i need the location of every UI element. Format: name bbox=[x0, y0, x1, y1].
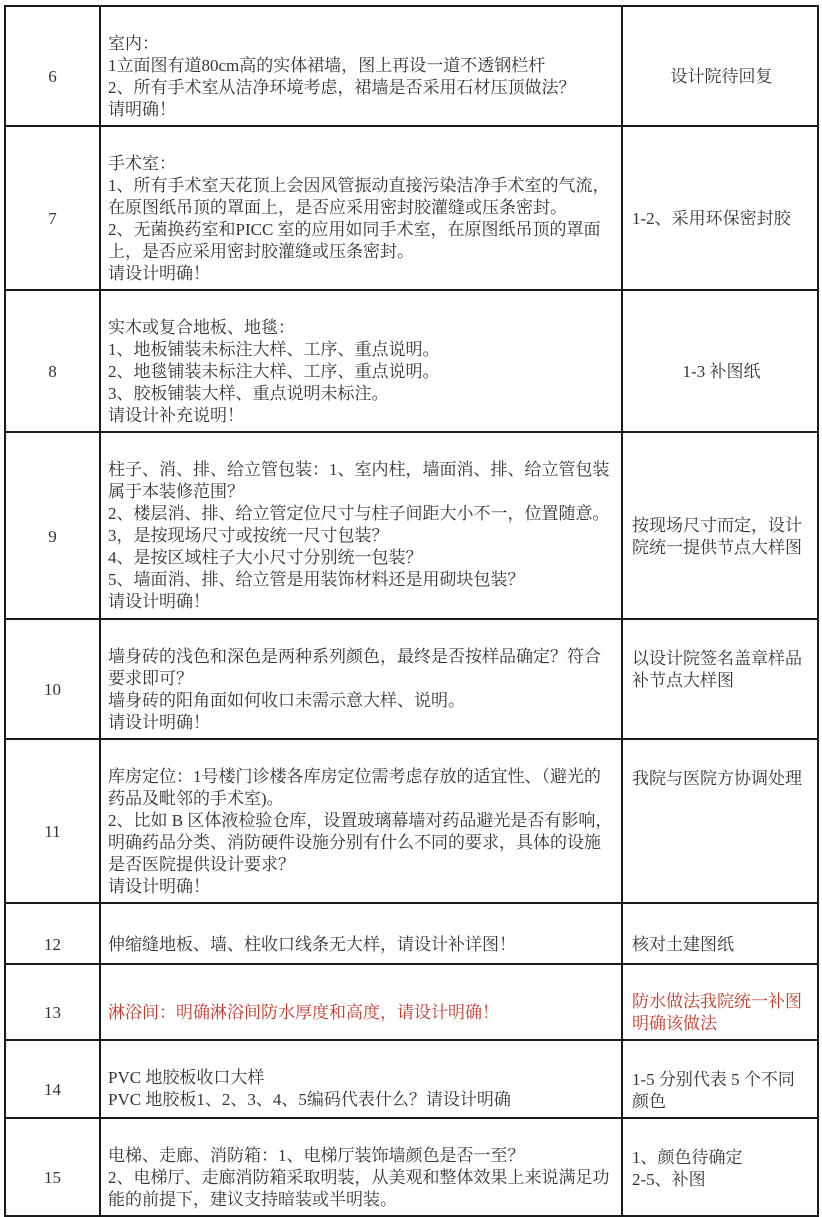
row-number-cell bbox=[5, 126, 100, 290]
answer-text: 1-2、采用环保密封胶 bbox=[632, 209, 791, 228]
table-row bbox=[5, 1118, 818, 1216]
table-row bbox=[5, 739, 818, 903]
table-row bbox=[5, 432, 818, 619]
question-cell bbox=[100, 432, 622, 619]
answer-cell bbox=[622, 126, 818, 290]
answer-text: 我院与医院方协调处理 bbox=[632, 769, 802, 788]
question-text: 电梯、走廊、消防箱：1、电梯厅装饰墙颜色是否一至？ 2、电梯厅、走廊消防箱采取明装，从美观和整体效果上来说满足功能的前提下，建议支持暗装或半明装。 bbox=[108, 1146, 610, 1209]
answer-text: 防水做法我院统一补图明确该做法 bbox=[632, 992, 802, 1033]
table-row bbox=[5, 290, 818, 432]
table-row bbox=[5, 1040, 818, 1118]
row-number-cell bbox=[5, 432, 100, 619]
question-text: 柱子、消、排、给立管包装：1、室内柱，墙面消、排、给立管包装属于本装修范围？ 2、楼层消、排、给立管定位尺寸与柱子间距大小不一，位置随意。 3，是按现场尺寸或按统一尺寸包装？ 4、是按区域柱子大小尺寸分别统一包装？ 5、墙面消、排、给立管是用装饰材料还是用砌块包装？ 请设计明确！ bbox=[108, 460, 610, 611]
question-text: 室内： 1立面图有道80cm高的实体裙墙，图上再设一道不透钢栏杆 2、所有手术室从洁净环境考虑，裙墙是否采用石材压顶做法？ 请明确！ bbox=[108, 34, 576, 119]
row-number: 8 bbox=[48, 362, 57, 381]
question-text: PVC 地胶板收口大样 PVC 地胶板1、2、3、4、5编码代表什么？请设计明确 bbox=[108, 1068, 511, 1109]
row-number-cell bbox=[5, 619, 100, 739]
row-number: 7 bbox=[48, 209, 57, 228]
answer-text: 按现场尺寸而定，设计院统一提供节点大样图 bbox=[632, 515, 802, 557]
row-number: 14 bbox=[44, 1080, 61, 1099]
answer-text: 1、颜色待确定 2-5、补图 bbox=[632, 1148, 743, 1189]
answer-cell bbox=[622, 290, 818, 432]
answer-cell bbox=[622, 1040, 818, 1118]
row-number: 12 bbox=[44, 934, 61, 954]
question-text: 墙身砖的浅色和深色是两种系列颜色，最终是否按样品确定？符合要求即可？ 墙身砖的阳角面如何收口未需示意大样、说明。 请设计明确！ bbox=[108, 647, 601, 732]
question-cell bbox=[100, 6, 622, 126]
answer-cell bbox=[622, 432, 818, 619]
row-number: 6 bbox=[48, 67, 57, 86]
table-row bbox=[5, 903, 818, 964]
question-cell bbox=[100, 1118, 622, 1216]
answer-cell bbox=[622, 1118, 818, 1216]
question-text: 库房定位：1号楼门诊楼各库房定位需考虑存放的适宜性、（避光的药品及毗邻的手术室)。 2、比如 B 区体液检验仓库，设置玻璃幕墙对药品避光是否有影响，明确药品分类、消防硬件设施分别有什么不同的要求，具体的设施是否医院提供设计要求？ 请设计明确！ bbox=[108, 767, 613, 896]
row-number: 13 bbox=[44, 1003, 61, 1022]
table-row bbox=[5, 619, 818, 739]
row-number-cell bbox=[5, 1040, 100, 1118]
question-text: 伸缩缝地板、墙、柱收口线条无大样，请设计补详图！ bbox=[108, 934, 516, 954]
question-cell bbox=[100, 903, 622, 964]
question-text: 实木或复合地板、地毯： 1、地板铺装未标注大样、工序、重点说明。 2、地毯铺装未标注大样、工序、重点说明。 3、胶板铺装大样、重点说明未标注。 请设计补充说明！ bbox=[108, 318, 440, 425]
row-number: 9 bbox=[48, 526, 57, 546]
question-cell bbox=[100, 964, 622, 1040]
question-cell bbox=[100, 739, 622, 903]
row-number-cell bbox=[5, 739, 100, 903]
answer-text: 1-5 分别代表 5 个不同颜色 bbox=[632, 1070, 795, 1111]
question-cell bbox=[100, 1040, 622, 1118]
qa-table bbox=[4, 5, 819, 1217]
answer-text: 1-3 补图纸 bbox=[682, 362, 761, 381]
answer-cell bbox=[622, 6, 818, 126]
table-row bbox=[5, 6, 818, 126]
answer-text: 设计院待回复 bbox=[670, 67, 773, 86]
row-number: 11 bbox=[44, 822, 61, 841]
question-text: 手术室： 1、所有手术室天花顶上会因风管振动直接污染洁净手术室的气流，在原图纸吊顶的罩面上，是否应采用密封胶灌缝或压条密封。 2、无菌换药室和PICC 室的应用如同手术室，在原图纸吊顶的罩面上，是否应采用密封胶灌缝或压条密封。 请设计明确！ bbox=[108, 154, 610, 283]
row-number-cell bbox=[5, 290, 100, 432]
row-number: 15 bbox=[44, 1168, 61, 1187]
answer-cell bbox=[622, 739, 818, 903]
answer-cell bbox=[622, 964, 818, 1040]
row-number-cell bbox=[5, 964, 100, 1040]
answer-cell bbox=[622, 619, 818, 739]
qa-table-body bbox=[5, 6, 818, 1216]
table-row bbox=[5, 126, 818, 290]
row-number-cell bbox=[5, 6, 100, 126]
question-cell bbox=[100, 126, 622, 290]
question-cell bbox=[100, 619, 622, 739]
row-number: 10 bbox=[44, 680, 61, 699]
question-cell bbox=[100, 290, 622, 432]
answer-text: 以设计院签名盖章样品补节点大样图 bbox=[632, 649, 802, 690]
row-number-cell bbox=[5, 903, 100, 964]
answer-text: 核对土建图纸 bbox=[632, 934, 734, 954]
question-text: 淋浴间：明确淋浴间防水厚度和高度，请设计明确！ bbox=[108, 1003, 499, 1022]
table-row bbox=[5, 964, 818, 1040]
answer-cell bbox=[622, 903, 818, 964]
row-number-cell bbox=[5, 1118, 100, 1216]
